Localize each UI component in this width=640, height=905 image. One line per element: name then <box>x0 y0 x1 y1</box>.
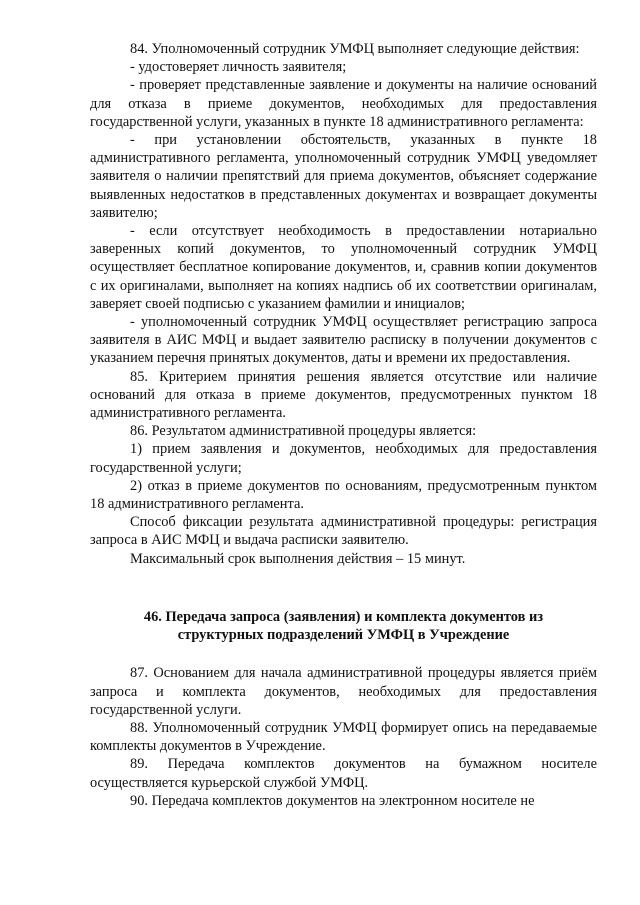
paragraph-item-identity: - удостоверяет личность заявителя; <box>130 59 347 76</box>
body-text-bottom <box>90 664 597 810</box>
section-heading-line-1: 46. Передача запроса (заявления) и комплекта документов из <box>143 608 544 625</box>
paragraph-item-register: - уполномоченный сотрудник УМФЦ осуществляет регистрацию запроса заявителя в АИС МФЦ и выдает заявителю расписку в получении документов с указанием перечня принятых документов, даты и времени их предоставления. <box>90 314 597 367</box>
paragraph-86: 86. Результатом административной процедуры является: <box>130 423 477 440</box>
spacer <box>90 568 597 586</box>
paragraph-86-item-1: 1) прием заявления и документов, необходимых для предоставления государственной услуги; <box>90 441 597 476</box>
paragraph-item-notify: - при установлении обстоятельств, указанных в пункте 18 административного регламента, уполномоченный сотрудник УМФЦ уведомляет заявителя о наличии препятствий для приема документов, объясняет содержание выявленных недостатков в представленных документах и возвращает документы заявителю; <box>90 132 597 221</box>
paragraph-84: 84. Уполномоченный сотрудник УМФЦ выполняет следующие действия: <box>130 41 580 57</box>
paragraph-fixation: Способ фиксации результата административной процедуры: регистрация запроса в АИС МФЦ и выдача расписки заявителю. <box>90 514 597 549</box>
paragraph-max-time: Максимальный срок выполнения действия – 15 минут. <box>130 550 466 567</box>
paragraph-item-copy: - если отсутствует необходимость в предоставлении нотариально заверенных копий документов, то уполномоченный сотрудник УМФЦ осуществляет бесплатное копирование документов, и, сравнив копии документов с их оригиналами, выполняет на копиях надпись об их соответствии оригиналам, заверяет своей подписью с указанием фамилии и инициалов; <box>90 223 597 312</box>
spacer <box>90 644 597 664</box>
paragraph-90: 90. Передача комплектов документов на электронном носителе не <box>130 792 535 809</box>
paragraph-88: 88. Уполномоченный сотрудник УМФЦ формирует опись на передаваемые комплекты документов в Учреждение. <box>90 719 597 755</box>
paragraph-item-check: - проверяет представленные заявление и документы на наличие оснований для отказа в приеме документов, необходимых для предоставления государственной услуги, указанных в пункте 18 административного регламента: <box>90 77 597 130</box>
section-heading-line-2: структурных подразделений УМФЦ в Учреждение <box>177 627 510 644</box>
paragraph-86-item-2: 2) отказ в приеме документов по основаниям, предусмотренным пунктом 18 административного регламента. <box>90 477 597 513</box>
section-heading <box>90 608 597 644</box>
paragraph-89: 89. Передача комплектов документов на бумажном носителе осуществляется курьерской службой УМФЦ. <box>90 756 597 791</box>
spacer <box>90 586 597 608</box>
body-text-top <box>90 40 597 568</box>
paragraph-85: 85. Критерием принятия решения является отсутствие или наличие оснований для отказа в приеме документов, предусмотренных пунктом 18 административного регламента. <box>90 368 597 422</box>
paragraph-87: 87. Основанием для начала административной процедуры является приём запроса и комплекта документов, необходимых для предоставления государственной услуги. <box>90 665 597 718</box>
